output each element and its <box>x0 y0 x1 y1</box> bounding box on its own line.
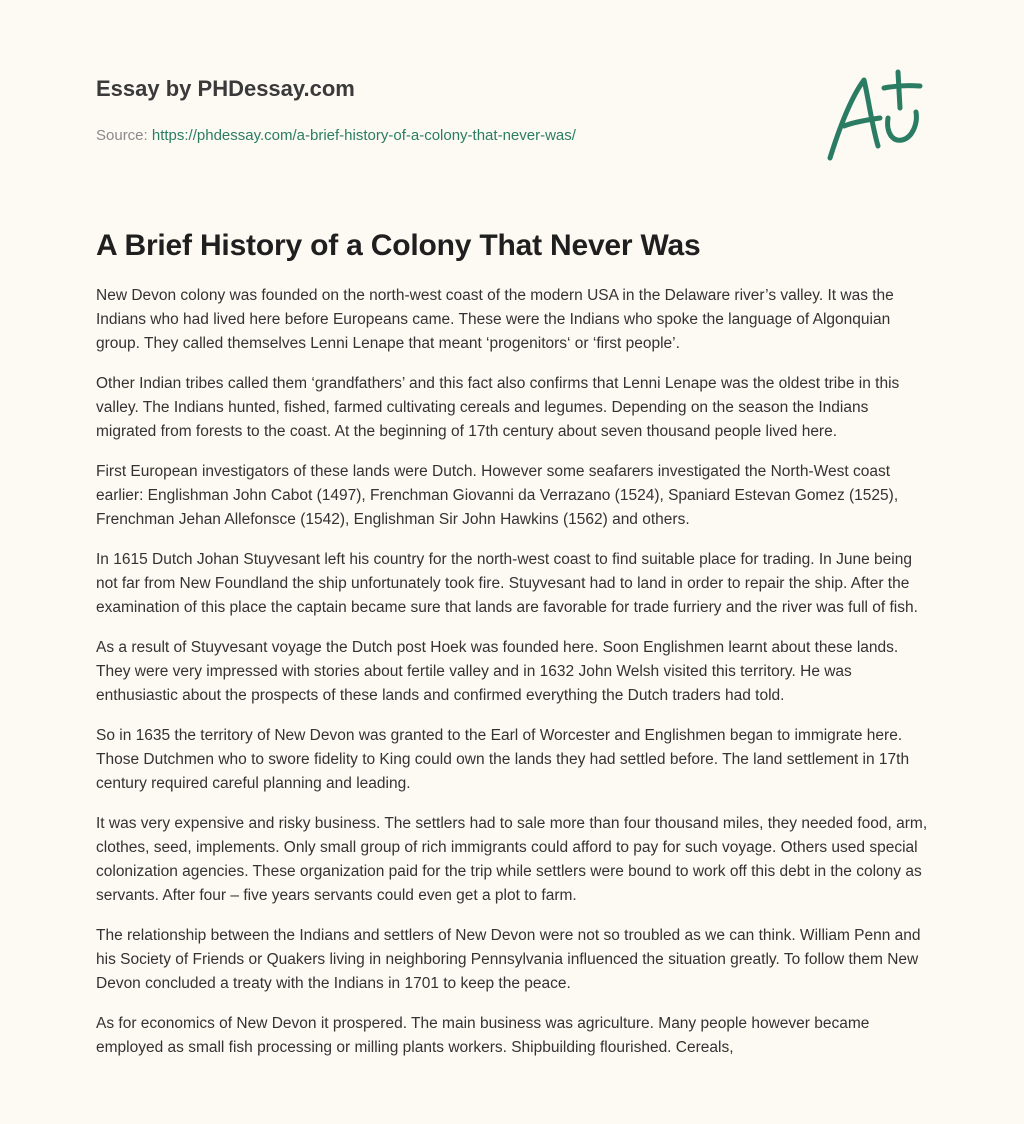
essay-body <box>96 284 930 1076</box>
source-line <box>96 126 796 146</box>
paragraph: The relationship between the Indians and settlers of New Devon were not so troubled as we can think. William Penn and his Society of Friends or Quakers living in neighboring Pennsylvania influenced the situation greatly. To follow them New Devon concluded a treaty with the Indians in 1701 to keep the peace. <box>96 927 921 992</box>
a-plus-grade-icon <box>820 66 930 166</box>
paragraph: As a result of Stuyvesant voyage the Dutch post Hoek was founded here. Soon Englishmen learnt about these lands. They were very impressed with stories about fertile valley and in 1632 John Welsh visited this territory. He was enthusiastic about the prospects of these lands and confirmed everything the Dutch traders had told. <box>96 639 899 704</box>
source-label: Source: <box>96 127 148 144</box>
paragraph: First European investigators of these lands were Dutch. However some seafarers investigated the North-West coast earlier: Englishman John Cabot (1497), Frenchman Giovanni da Verrazano (1524), Spaniard Estevan Gomez (1525), Frenchman Jehan Allefonsce (1542), Englishman Sir John Hawkins (1562) and others. <box>96 463 899 528</box>
paragraph: It was very expensive and risky business. The settlers had to sale more than four thousand miles, they needed food, arm, clothes, seed, implements. Only small group of rich immigrants could afford to pay for such voyage. Others used special colonization agencies. These organization paid for the trip while settlers were bound to work off this debt in the colony as servants. After four – five years servants could even get a plot to farm. <box>96 815 928 904</box>
paragraph: So in 1635 the territory of New Devon was granted to the Earl of Worcester and Englishmen began to immigrate here. Those Dutchmen who to swore fidelity to King could own the lands they had settled before. The land settlement in 17th century required careful planning and leading. <box>96 727 910 792</box>
paragraph: As for economics of New Devon it prospered. The main business was agriculture. Many people however became employed as small fish processing or milling plants workers. Shipbuilding flourished. Cereals, <box>96 1015 870 1056</box>
paragraph: Other Indian tribes called them ‘grandfathers’ and this fact also confirms that Lenni Lenape was the oldest tribe in this valley. The Indians hunted, fished, farmed cultivating cereals and legumes. Depending on the season the Indians migrated from forests to the coast. At the beginning of 17th century about seven thousand people lived here. <box>96 375 900 440</box>
essay-title: A Brief History of a Colony That Never Was <box>96 229 701 262</box>
brand-title: Essay by PHDessay.com <box>96 76 355 101</box>
paragraph: In 1615 Dutch Johan Stuyvesant left his country for the north-west coast to find suitable place for trading. In June being not far from New Foundland the ship unfortunately took fire. Stuyvesant had to land in order to repair the ship. After the examination of this place the captain became sure that lands are favorable for trade furriery and the river was full of fish. <box>96 551 918 616</box>
essay-header <box>96 74 796 146</box>
source-link[interactable]: https://phdessay.com/a-brief-history-of-a-colony-that-never-was/ <box>151 127 576 144</box>
paragraph: New Devon colony was founded on the north-west coast of the modern USA in the Delaware river’s valley. It was the Indians who had lived here before Europeans came. These were the Indians who spoke the language of Algonquian group. They called themselves Lenni Lenape that meant ‘progenitors‘ or ‘first people’. <box>96 287 894 352</box>
